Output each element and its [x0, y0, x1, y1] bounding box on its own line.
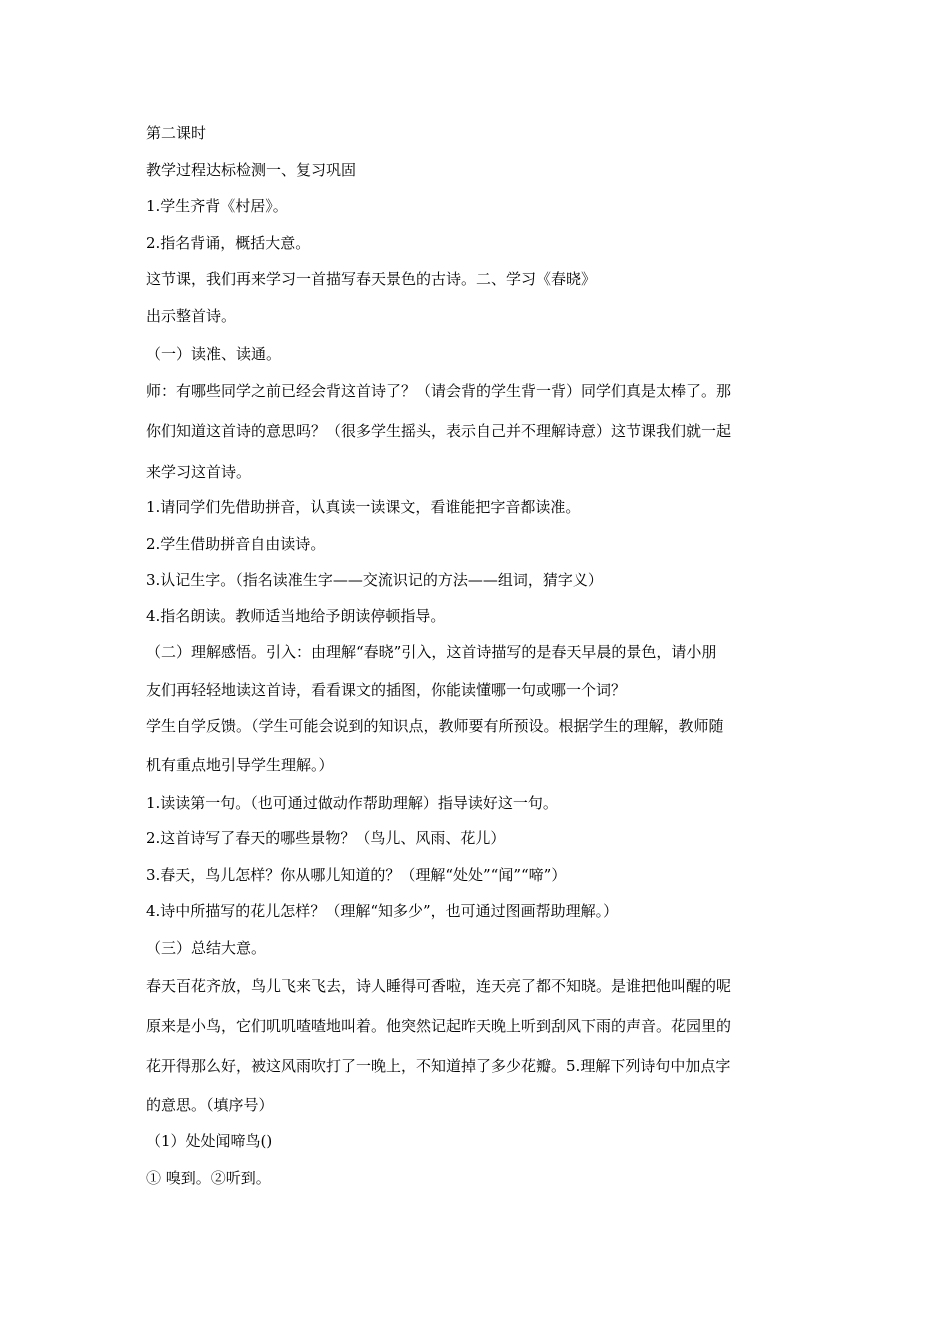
- text-line: 花开得那么好，被这风雨吹打了一晚上，不知道掉了多少花瓣。5.理解下列诗句中加点字: [146, 1057, 731, 1075]
- lesson-heading: 第二课时: [146, 124, 207, 142]
- text-line: 来学习这首诗。: [146, 463, 252, 481]
- text-line: 师：有哪些同学之前已经会背这首诗了？（请会背的学生背一背）同学们真是太棒了。那: [146, 382, 732, 400]
- text-line: 春天百花齐放，鸟儿飞来飞去，诗人睡得可香啦，连天亮了都不知晓。是谁把他叫醒的呢: [146, 977, 732, 995]
- text-line: 4.指名朗读。教师适当地给予朗读停顿指导。: [146, 607, 446, 625]
- text-line: 出示整首诗。: [146, 307, 237, 325]
- subsection-heading: （一）读准、读通。: [146, 345, 282, 363]
- text-line: 1.学生齐背《村居》。: [146, 197, 288, 215]
- text-line: 1.请同学们先借助拼音，认真读一读课文，看谁能把字音都读准。: [146, 498, 581, 516]
- question-item: （1）处处闻啼鸟(): [146, 1132, 273, 1150]
- text-line: 2.指名背诵，概括大意。: [146, 234, 311, 252]
- text-line: 的意思。（填序号）: [146, 1096, 274, 1114]
- text-line: 2.学生借助拼音自由读诗。: [146, 535, 326, 553]
- section-heading-review: 教学过程达标检测一、复习巩固: [146, 161, 357, 179]
- text-line: 1.读读第一句。（也可通过做动作帮助理解）指导读好这一句。: [146, 794, 558, 812]
- text-line: 机有重点地引导学生理解。）: [146, 756, 334, 774]
- text-line: 原来是小鸟，它们叽叽喳喳地叫着。他突然记起昨天晚上听到刮风下雨的声音。花园里的: [146, 1017, 732, 1035]
- text-line: 3.认记生字。（指名读准生字——交流识记的方法——组词，猜字义）: [146, 571, 603, 589]
- subsection-heading: （三）总结大意。: [146, 939, 267, 957]
- text-line: 4.诗中所描写的花儿怎样？（理解“知多少”，也可通过图画帮助理解。）: [146, 902, 619, 920]
- text-line: 2.这首诗写了春天的哪些景物？（鸟儿、风雨、花儿）: [146, 829, 506, 847]
- text-line: 你们知道这首诗的意思吗？（很多学生摇头，表示自己并不理解诗意）这节课我们就一起: [146, 422, 732, 440]
- text-line: 这节课，我们再来学习一首描写春天景色的古诗。二、学习《春晓》: [146, 270, 597, 288]
- text-line: 友们再轻轻地读这首诗，看看课文的插图，你能读懂哪一句或哪一个词？: [146, 681, 627, 699]
- subsection-heading: （二）理解感悟。引入：由理解“春晓”引入，这首诗描写的是春天早晨的景色，请小朋: [146, 643, 717, 661]
- answer-options: ① 嗅到。②听到。: [146, 1169, 271, 1187]
- text-line: 学生自学反馈。（学生可能会说到的知识点，教师要有所预设。根据学生的理解，教师随: [146, 717, 724, 735]
- text-line: 3.春天，鸟儿怎样？你从哪儿知道的？（理解“处处”“闻”“啼”）: [146, 866, 567, 884]
